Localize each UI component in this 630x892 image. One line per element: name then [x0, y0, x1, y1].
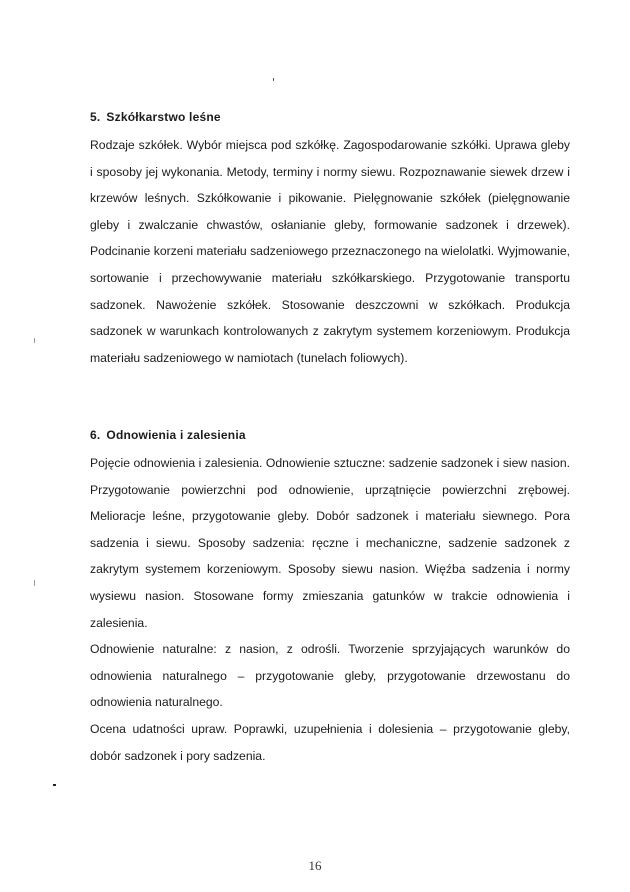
section-paragraph: Rodzaje szkółek. Wybór miejsca pod szkółkę. Zagospodarowanie szkółki. Uprawa gleby i sposoby jej wykonania. Metody, terminy i normy siewu. Rozpoznawanie siewek drzew i krzewów leśnych. Szkółkowanie i pikowanie. Pielęgnowanie szkółek (pielęgnowanie gleby i zwalczanie chwastów, osłanianie gleby, formowanie sadzonek i drzewek). Podcinanie korzeni materiału sadzeniowego przeznaczonego na wielolatki. Wyjmowanie, sortowanie i przechowywanie materiału szkółkarskiego. Przygotowanie transportu sadzonek. Nawożenie szkółek. Stosowanie deszczowni w szkółkach. Produkcja sadzonek w warunkach kontrolowanych z zakrytym systemem korzeniowym. Produkcja materiału sadzeniowego w namiotach (tunelach foliowych). [90, 138, 570, 365]
scan-speck [273, 78, 274, 81]
section-title: Szkółkarstwo leśne [106, 110, 221, 124]
scan-speck [34, 338, 35, 343]
section-number: 5. [90, 110, 101, 124]
section-paragraph: Odnowienie naturalne: z nasion, z odrośli. Tworzenie sprzyjających warunków do odnowienia naturalnego – przygotowanie gleby, przygotowanie drzewostanu do odnowienia naturalnego. [90, 642, 570, 710]
page-number: 16 [308, 858, 322, 873]
section-szkolkarstwo [90, 110, 570, 371]
section-heading [90, 110, 570, 124]
scan-speck [53, 784, 56, 786]
section-paragraph: Pojęcie odnowienia i zalesienia. Odnowienie sztuczne: sadzenie sadzonek i siew nasion. Przygotowanie powierzchni pod odnowienie, uprzątnięcie powierzchni zrębowej. Melioracje leśne, przygotowanie gleby. Dobór sadzonek i materiału siewnego. Pora sadzenia i siewu. Sposoby sadzenia: ręczne i mechaniczne, sadzenie sadzonek z zakrytym systemem korzeniowym. Sposoby siewu nasion. Więźba sadzenia i normy wysiewu nasion. Stosowane formy zmieszania gatunków w trakcie odnowienia i zalesienia. [90, 456, 570, 630]
scan-speck [34, 580, 35, 586]
section-odnowienia [90, 428, 570, 769]
section-paragraph: Ocena udatności upraw. Poprawki, uzupełnienia i dolesienia – przygotowanie gleby, dobór sadzonek i pory sadzenia. [90, 721, 570, 763]
section-title: Odnowienia i zalesienia [106, 428, 246, 442]
section-heading [90, 428, 570, 442]
section-number: 6. [90, 428, 101, 442]
